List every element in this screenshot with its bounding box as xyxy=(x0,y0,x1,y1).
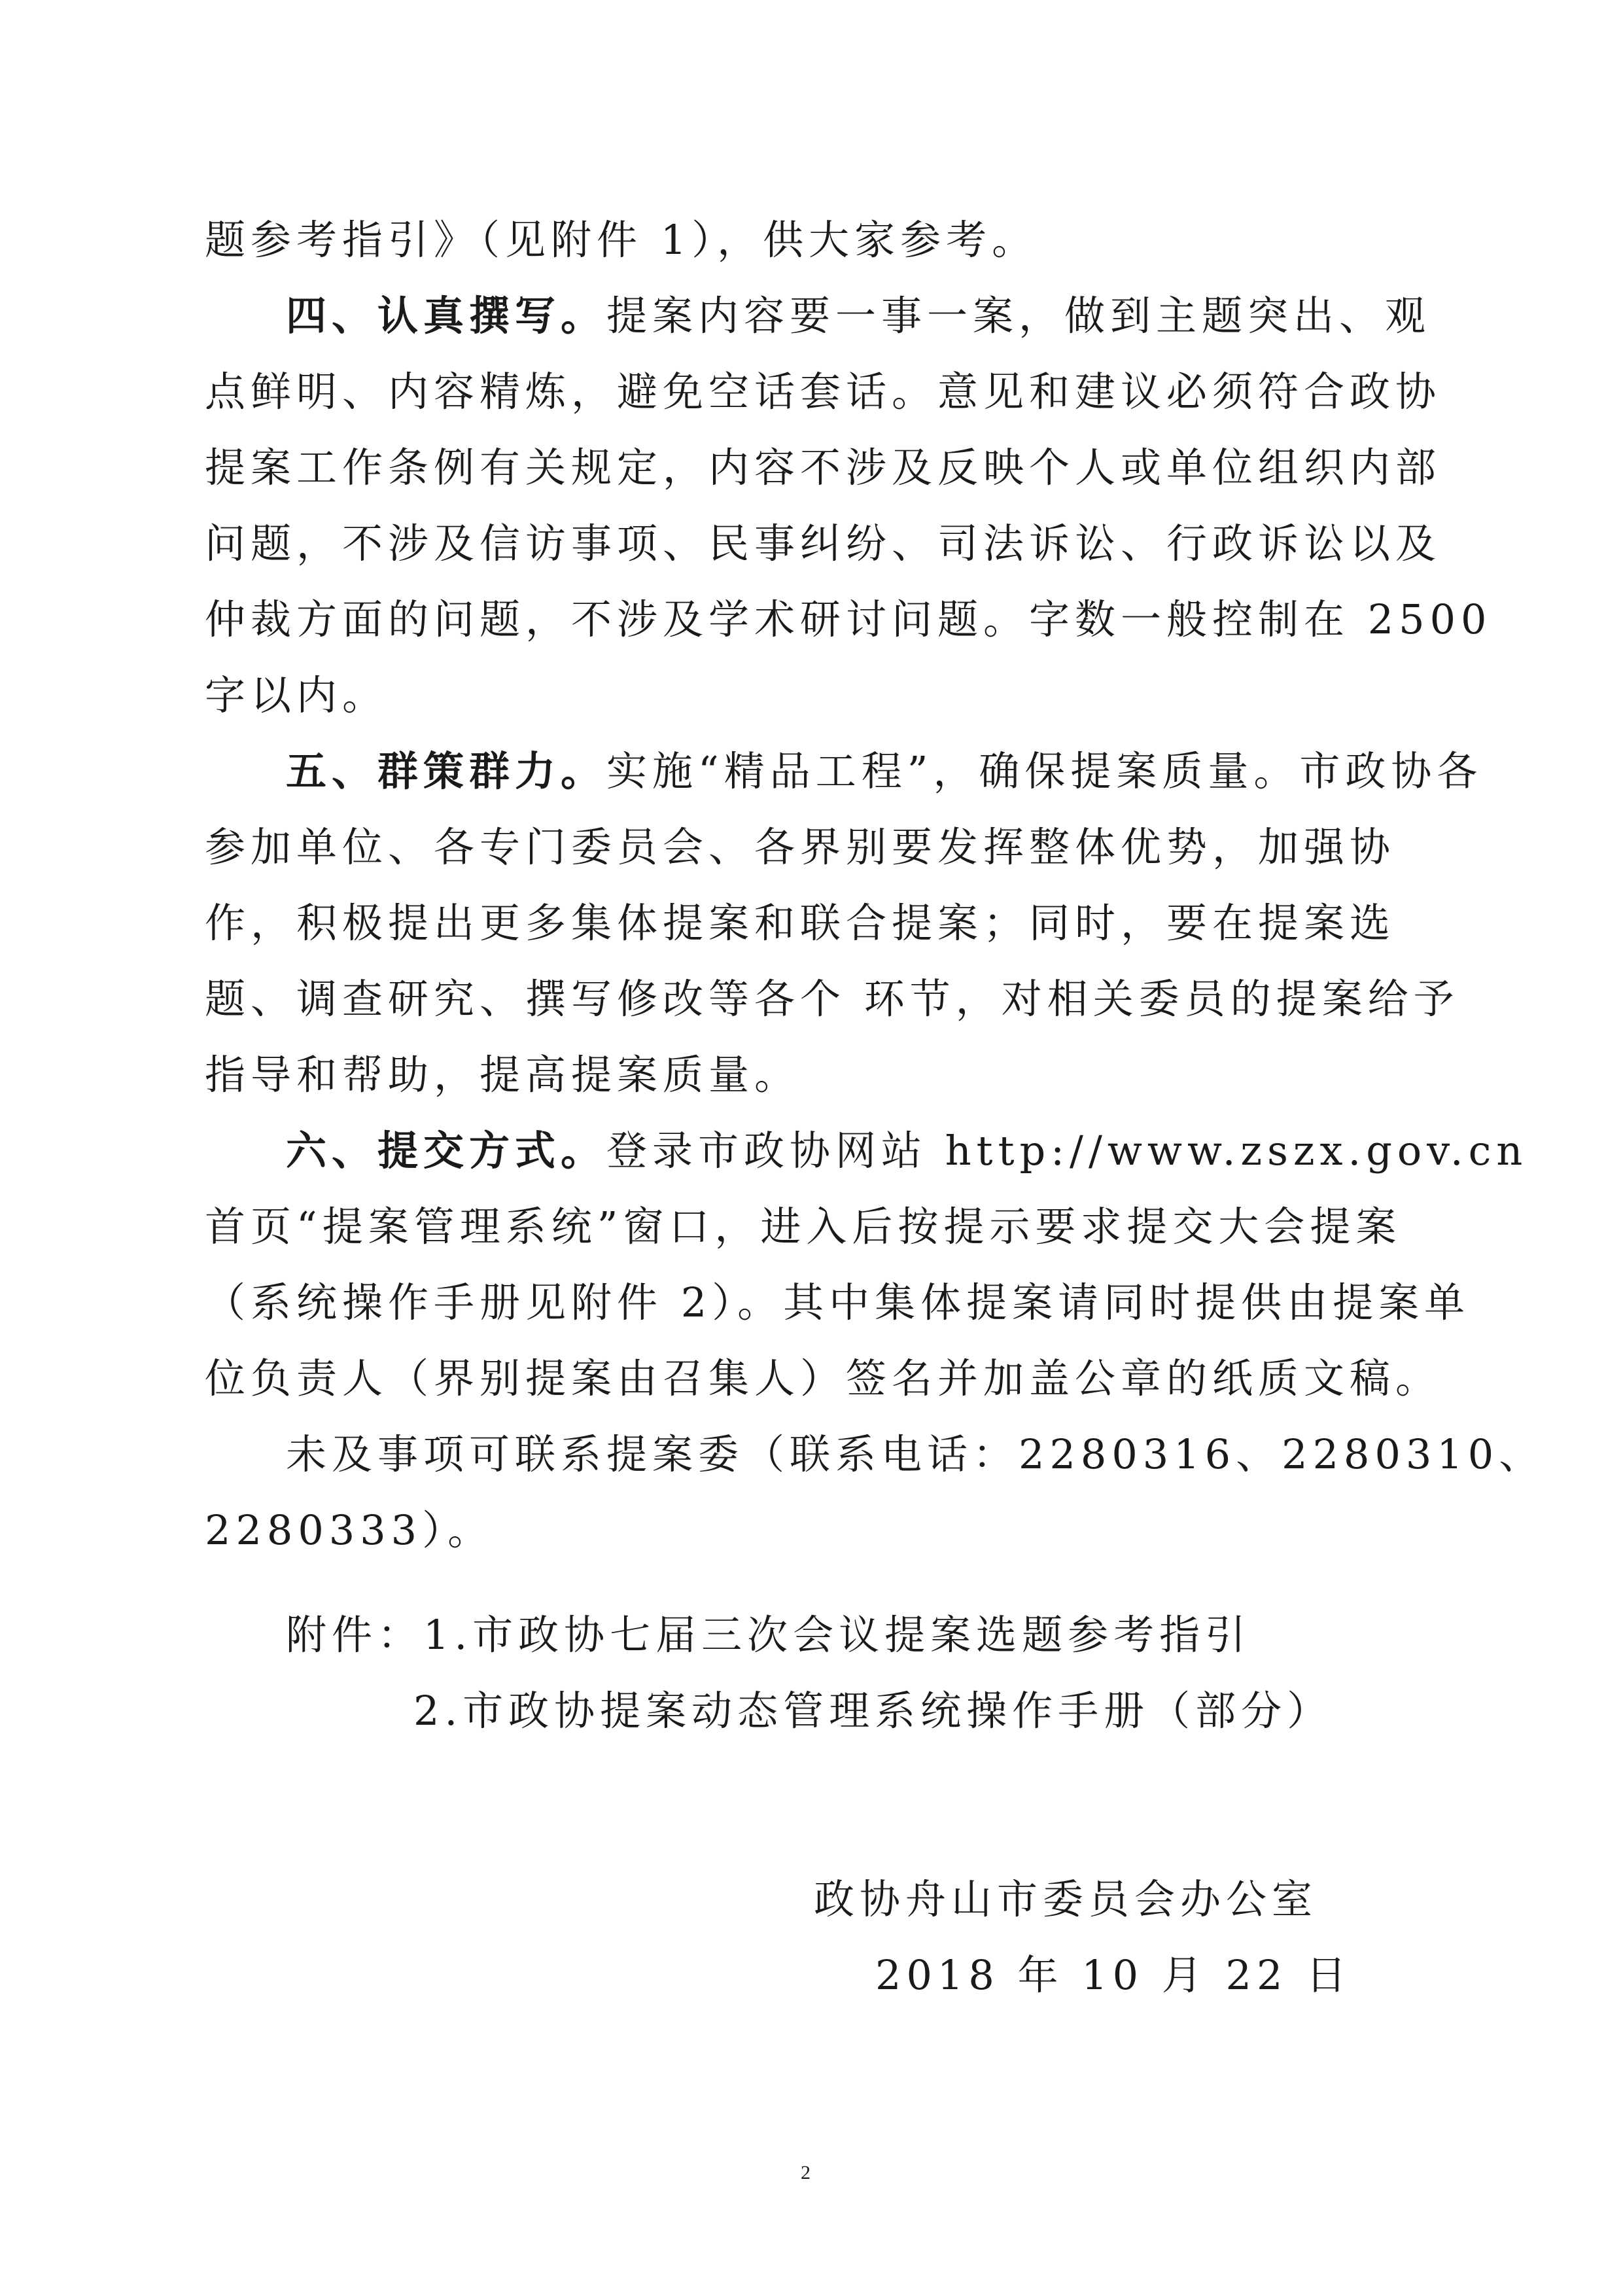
section-5-first-line xyxy=(286,747,1483,795)
paragraph-line: 作，积极提出更多集体提案和联合提案；同时，要在提案选 xyxy=(205,899,1396,947)
paragraph-text: 实施“精品工程”，确保提案质量。市政协各 xyxy=(606,747,1483,795)
paragraph-line: 提案工作条例有关规定，内容不涉及反映个人或单位组织内部 xyxy=(205,444,1442,491)
attachment-item: 2.市政协提案动态管理系统操作手册（部分） xyxy=(413,1687,1333,1735)
contact-line: 未及事项可联系提案委（联系电话：2280316、2280310、 xyxy=(286,1430,1545,1478)
section-4-first-line xyxy=(286,292,1431,340)
paragraph-line: 题、调查研究、撰写修改等各个 环节，对相关委员的提案给予 xyxy=(205,975,1459,1023)
signature-organization: 政协舟山市委员会办公室 xyxy=(814,1875,1318,1923)
section-5-heading: 五、群策群力。 xyxy=(286,747,607,795)
contact-line: 2280333）。 xyxy=(205,1506,494,1554)
signature-date: 2018 年 10 月 22 日 xyxy=(875,1951,1352,1999)
section-6-heading: 六、提交方式。 xyxy=(286,1127,607,1174)
paragraph-line: 问题，不涉及信访事项、民事纠纷、司法诉讼、行政诉讼以及 xyxy=(205,520,1442,567)
paragraph-line: 指导和帮助，提高提案质量。 xyxy=(205,1051,801,1099)
attachment-item: 1.市政协七届三次会议提案选题参考指引 xyxy=(423,1611,1251,1659)
section-6-first-line xyxy=(286,1127,1528,1174)
attachments-first-line xyxy=(286,1611,1251,1659)
paragraph-line: 字以内。 xyxy=(205,671,389,719)
attachments-label: 附件： xyxy=(286,1611,424,1659)
page-number: 2 xyxy=(801,2162,811,2183)
paragraph-line: 点鲜明、内容精炼，避免空话套话。意见和建议必须符合政协 xyxy=(205,368,1442,415)
paragraph-line: 题参考指引》（见附件 1），供大家参考。 xyxy=(205,216,1038,264)
paragraph-line: 参加单位、各专门委员会、各界别要发挥整体优势，加强协 xyxy=(205,823,1396,871)
paragraph-text: 提案内容要一事一案，做到主题突出、观 xyxy=(606,292,1431,340)
paragraph-line: （系统操作手册见附件 2）。其中集体提案请同时提供由提案单 xyxy=(205,1279,1471,1326)
section-4-heading: 四、认真撰写。 xyxy=(286,292,607,340)
paragraph-line: 仲裁方面的问题，不涉及学术研讨问题。字数一般控制在 2500 xyxy=(205,595,1492,643)
paragraph-line: 首页“提案管理系统”窗口，进入后按提示要求提交大会提案 xyxy=(205,1203,1402,1250)
paragraph-line: 位负责人（界别提案由召集人）签名并加盖公章的纸质文稿。 xyxy=(205,1354,1442,1402)
paragraph-text: 登录市政协网站 http://www.zszx.gov.cn xyxy=(606,1127,1528,1174)
